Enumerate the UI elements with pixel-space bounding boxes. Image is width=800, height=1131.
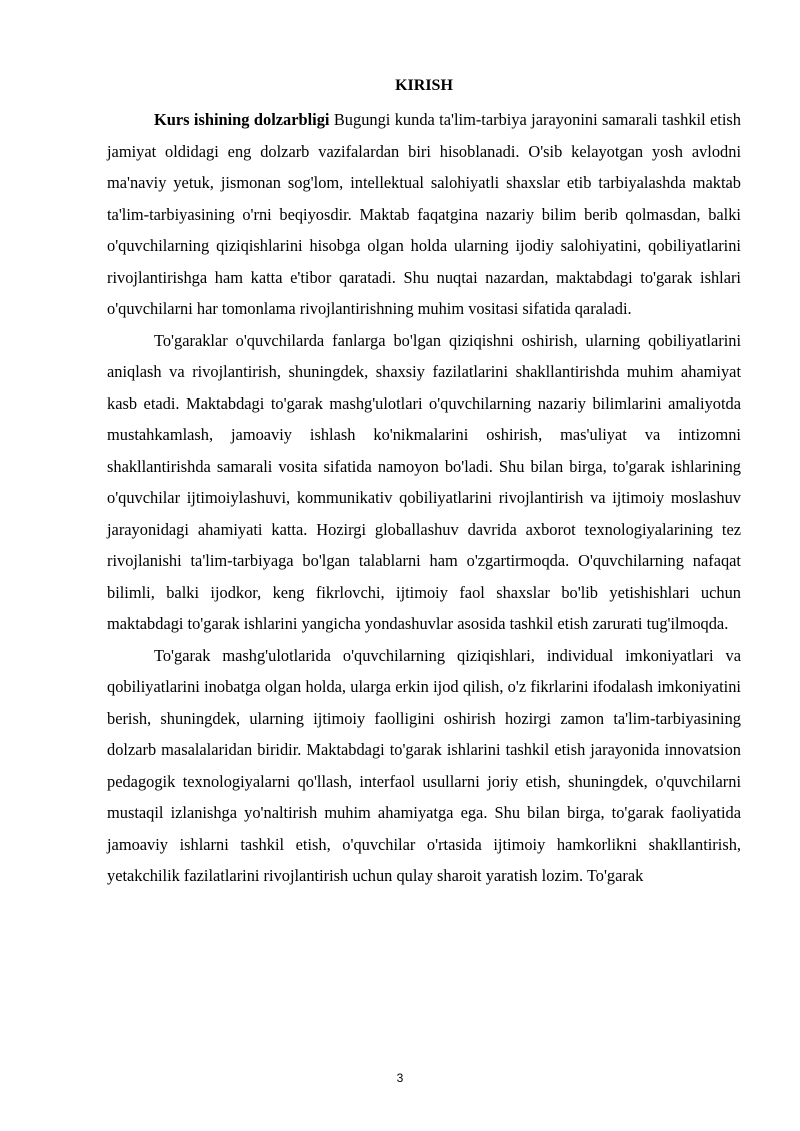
paragraph-text: To'garak mashg'ulotlarida o'quvchilarning qiziqishlari, individual imkoniyatlari va qobiliyatlarini inobatga olgan holda, ularga erkin ijod qilish, o'z fikrlarini ifodalash imkoniyatini berish, shuningdek, ularning ijtimoiy faolligini oshirish hozirgi zamon ta'lim-tarbiyasining dolzarb masalalaridan biridir. Maktabdagi to'garak ishlarini tashkil etish jarayonida innovatsion pedagogik texnologiyalarni qo'llash, interfaol usullarni joriy etish, shuningdek, o'quvchilarni mustaqil izlanishga yo'naltirish muhim ahamiyatga ega. Shu bilan birga, to'garak faoliyatida jamoaviy ishlarni tashkil etish, o'quvchilar o'rtasida ijtimoiy hamkorlikni shakllantirish, yetakchilik fazilatlarini rivojlantirish uchun qulay sharoit yaratish lozim. To'garak — [107, 645, 741, 885]
paragraph-text: Bugungi kunda ta'lim-tarbiya jarayonini samarali tashkil etish jamiyat oldidagi eng dolzarb vazifalardan biri hisoblanadi. O'sib kelayotgan yosh avlodni ma'naviy yetuk, jismonan sog'lom, intellektual salohiyatli shaxslar etib tarbiyalashda maktab ta'lim-tarbiyasining o'rni beqiyosdir. Maktab faqatgina nazariy bilim berib qolmasdan, balki o'quvchilarning qiziqishlarini hisobga olgan holda ularning ijodiy salohiyatini, qobiliyatlarini rivojlantirishga ham katta e'tibor qaratadi. Shu nuqtai nazardan, maktabdagi to'garak ishlari o'quvchilarni har tomonlama rivojlantirishning muhim vositasi sifatida qaraladi. — [107, 110, 741, 318]
paragraph-clubs — [107, 325, 741, 640]
page-content — [107, 76, 741, 892]
section-title: KIRISH — [395, 77, 453, 94]
paragraph-lead: Kurs ishining dolzarbligi — [154, 110, 330, 129]
paragraph-text: To'garaklar o'quvchilarda fanlarga bo'lgan qiziqishni oshirish, ularning qobiliyatlarini aniqlash va rivojlantirish, shuningdek, shaxsiy fazilatlarini shakllantirishda muhim ahamiyat kasb etadi. Maktabdagi to'garak mashg'ulotlari o'quvchilarning nazariy bilimlarini amaliyotda mustahkamlash, jamoaviy ishlash ko'nikmalarini oshirish, mas'uliyat va intizomni shakllantirishda samarali vosita sifatida namoyon bo'ladi. Shu bilan birga, to'garak ishlarining o'quvchilar ijtimoiylashuvi, kommunikativ qobiliyatlarini rivojlantirish va ijtimoiy moslashuv jarayonidagi ahamiyati katta. Hozirgi globallashuv davrida axborot texnologiyalarining tez rivojlanishi ta'lim-tarbiyaga bo'lgan talablarni ham o'zgartirmoqda. O'quvchilarning nafaqat bilimli, balki ijodkor, keng fikrlovchi, ijtimoiy faol shaxslar bo'lib yetishishlari uchun maktabdagi to'garak ishlarini yangicha yondashuvlar asosida tashkil etish zarurati tug'ilmoqda. — [107, 330, 741, 633]
paragraph-relevance — [107, 104, 741, 325]
page-number: 3 — [396, 1071, 404, 1085]
paragraph-club-activities — [107, 640, 741, 892]
